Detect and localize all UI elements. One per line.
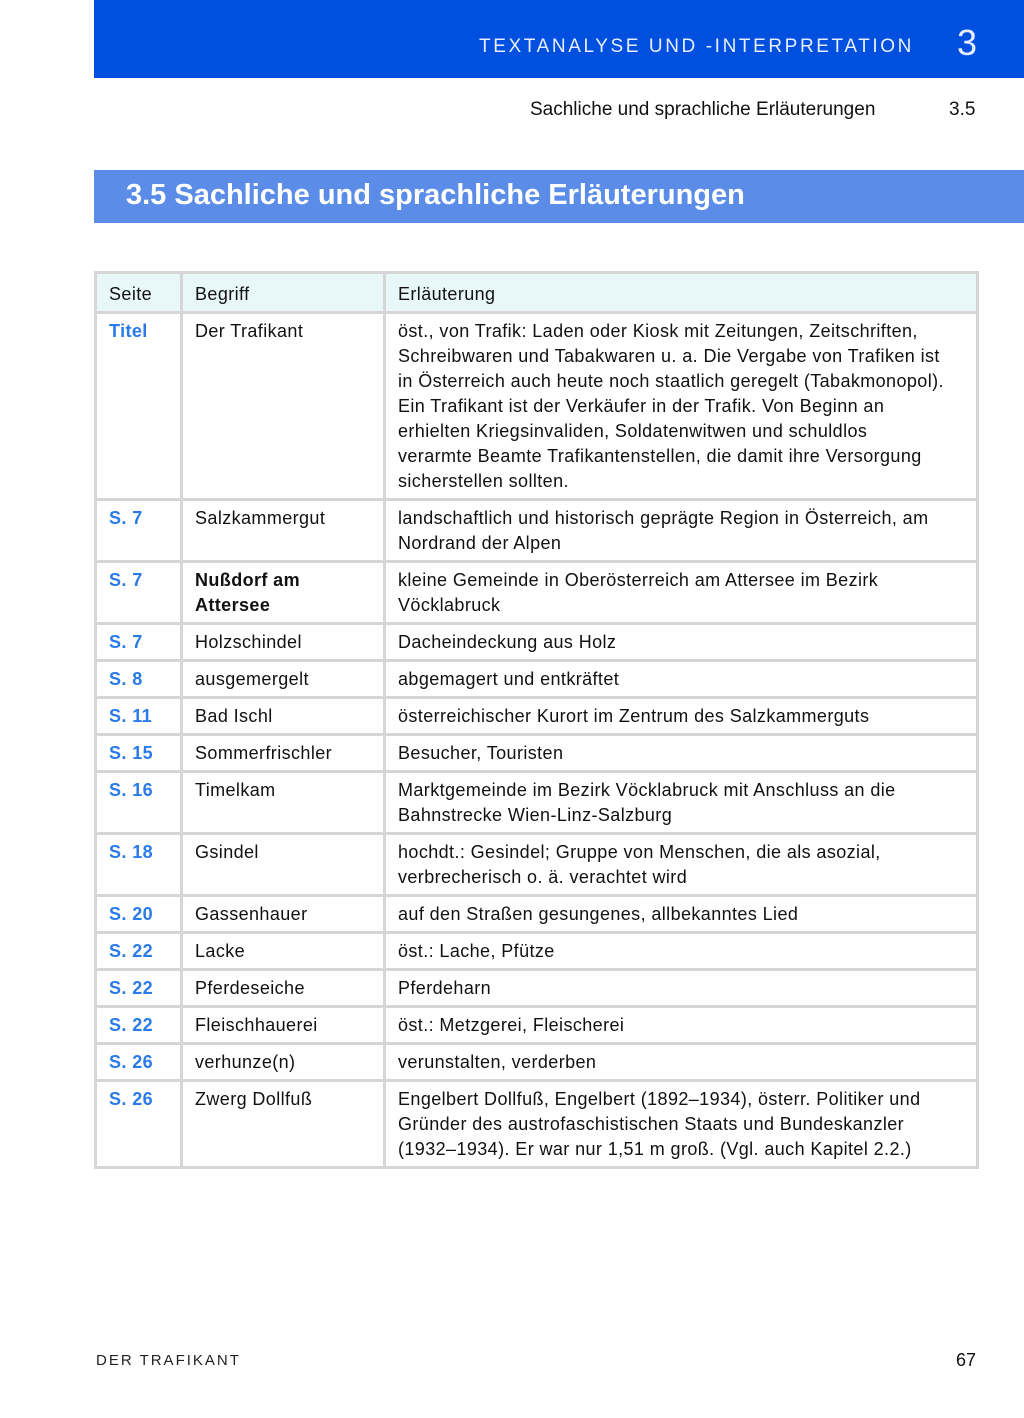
line: öst.: Metzgerei, Fleischerei xyxy=(398,1015,625,1035)
line: Marktgemeinde im Bezirk Vöcklabruck mit Anschluss an die xyxy=(398,780,896,800)
cell-erlaeuterung xyxy=(385,562,978,624)
line: Holzschindel xyxy=(195,632,302,652)
cell-begriff xyxy=(182,1007,385,1044)
line: sicherstellen sollten. xyxy=(398,471,569,491)
cell-seite[interactable]: S. 8 xyxy=(96,661,182,698)
cell-begriff xyxy=(182,1044,385,1081)
cell-begriff xyxy=(182,562,385,624)
line: Vöcklabruck xyxy=(398,595,501,615)
line: Timelkam xyxy=(195,780,276,800)
cell-seite[interactable]: S. 16 xyxy=(96,772,182,834)
line: kleine Gemeinde in Oberösterreich am Attersee im Bezirk xyxy=(398,570,879,590)
line: Salzkammergut xyxy=(195,508,326,528)
line: verunstalten, verderben xyxy=(398,1052,597,1072)
cell-seite[interactable]: S. 22 xyxy=(96,970,182,1007)
cell-seite[interactable]: S. 7 xyxy=(96,624,182,661)
section-title: 3.5 Sachliche und sprachliche Erläuterungen xyxy=(126,179,745,211)
page-number: 67 xyxy=(955,1350,976,1370)
cell-begriff xyxy=(182,735,385,772)
table-row xyxy=(96,970,978,1007)
line: abgemagert und entkräftet xyxy=(398,669,620,689)
line: Gsindel xyxy=(195,842,259,862)
table-row xyxy=(96,1081,978,1168)
line: Ein Trafikant ist der Verkäufer in der Trafik. Von Beginn an xyxy=(398,396,885,416)
cell-begriff xyxy=(182,970,385,1007)
line: (1932–1934). Er war nur 1,51 m groß. (Vgl. auch Kapitel 2.2.) xyxy=(398,1139,912,1159)
table-row xyxy=(96,896,978,933)
cell-erlaeuterung xyxy=(385,772,978,834)
cell-erlaeuterung xyxy=(385,661,978,698)
cell-erlaeuterung xyxy=(385,1044,978,1081)
line: Besucher, Touristen xyxy=(398,743,564,763)
line: erhielten Kriegsinvaliden, Soldatenwitwen und schuldlos xyxy=(398,421,868,441)
line: Nußdorf am xyxy=(195,570,300,590)
line: ausgemergelt xyxy=(195,669,309,689)
table-row xyxy=(96,772,978,834)
cell-seite[interactable]: S. 22 xyxy=(96,933,182,970)
cell-begriff xyxy=(182,896,385,933)
table-row xyxy=(96,313,978,500)
line: Bad Ischl xyxy=(195,706,273,726)
chapter-header-bar xyxy=(94,0,1024,78)
cell-erlaeuterung xyxy=(385,735,978,772)
line: Nordrand der Alpen xyxy=(398,533,562,553)
cell-erlaeuterung xyxy=(385,1007,978,1044)
cell-seite[interactable]: S. 26 xyxy=(96,1081,182,1168)
column-header-seite: Seite xyxy=(96,273,182,313)
table-row xyxy=(96,661,978,698)
cell-seite[interactable]: S. 7 xyxy=(96,500,182,562)
table-row xyxy=(96,1044,978,1081)
line: Gassenhauer xyxy=(195,904,308,924)
line: verarmte Beamte Trafikantenstellen, die damit ihre Versorgung xyxy=(398,446,922,466)
cell-begriff xyxy=(182,698,385,735)
cell-erlaeuterung xyxy=(385,896,978,933)
cell-erlaeuterung xyxy=(385,970,978,1007)
table-row xyxy=(96,624,978,661)
line: öst.: Lache, Pfütze xyxy=(398,941,555,961)
line: Gründer des austrofaschistischen Staats und Bundeskanzler xyxy=(398,1114,905,1134)
cell-seite[interactable]: S. 26 xyxy=(96,1044,182,1081)
line: Schreibwaren und Tabakwaren u. a. Die Vergabe von Trafiken ist xyxy=(398,346,940,366)
cell-begriff xyxy=(182,624,385,661)
table-row xyxy=(96,698,978,735)
line: in Österreich auch heute noch staatlich geregelt (Tabakmonopol). xyxy=(398,371,944,391)
line: auf den Straßen gesungenes, allbekanntes Lied xyxy=(398,904,799,924)
line: hochdt.: Gesindel; Gruppe von Menschen, die als asozial, xyxy=(398,842,881,862)
line: Attersee xyxy=(195,595,271,615)
table-row xyxy=(96,500,978,562)
line: Engelbert Dollfuß, Engelbert (1892–1934), österr. Politiker und xyxy=(398,1089,921,1109)
cell-seite[interactable]: S. 7 xyxy=(96,562,182,624)
column-header-begriff: Begriff xyxy=(182,273,385,313)
chapter-title: TEXTANALYSE UND -INTERPRETATION xyxy=(479,36,914,57)
cell-begriff xyxy=(182,500,385,562)
column-header-erlaeuterung: Erläuterung xyxy=(385,273,978,313)
cell-begriff xyxy=(182,661,385,698)
cell-erlaeuterung xyxy=(385,500,978,562)
cell-seite[interactable]: S. 15 xyxy=(96,735,182,772)
cell-erlaeuterung xyxy=(385,624,978,661)
cell-begriff xyxy=(182,772,385,834)
cell-erlaeuterung xyxy=(385,1081,978,1168)
line: Sommerfrischler xyxy=(195,743,333,763)
cell-erlaeuterung xyxy=(385,834,978,896)
cell-begriff xyxy=(182,313,385,500)
cell-erlaeuterung xyxy=(385,698,978,735)
line: österreichischer Kurort im Zentrum des Salzkammerguts xyxy=(398,706,870,726)
line: verbrecherisch o. ä. verachtet wird xyxy=(398,867,688,887)
line: Pferdeseiche xyxy=(195,978,305,998)
cell-seite[interactable]: S. 11 xyxy=(96,698,182,735)
cell-begriff xyxy=(182,933,385,970)
line: Der Trafikant xyxy=(195,321,304,341)
line: Dacheindeckung aus Holz xyxy=(398,632,617,652)
cell-seite[interactable]: S. 20 xyxy=(96,896,182,933)
cell-begriff xyxy=(182,1081,385,1168)
table-row xyxy=(96,735,978,772)
footer-book-title: DER TRAFIKANT xyxy=(96,1352,241,1369)
line: öst., von Trafik: Laden oder Kiosk mit Zeitungen, Zeitschriften, xyxy=(398,321,918,341)
cell-erlaeuterung xyxy=(385,933,978,970)
running-title: Sachliche und sprachliche Erläuterungen xyxy=(530,99,876,120)
table-header-row xyxy=(96,273,978,313)
cell-seite[interactable]: S. 22 xyxy=(96,1007,182,1044)
line: landschaftlich und historisch geprägte Region in Österreich, am xyxy=(398,508,929,528)
line: Lacke xyxy=(195,941,246,961)
line: verhunze(n) xyxy=(195,1052,296,1072)
table-row xyxy=(96,933,978,970)
line: Pferdeharn xyxy=(398,978,492,998)
running-number: 3.5 xyxy=(949,99,976,120)
cell-erlaeuterung xyxy=(385,313,978,500)
line: Bahnstrecke Wien-Linz-Salzburg xyxy=(398,805,673,825)
glossary-table xyxy=(94,271,979,1169)
cell-begriff xyxy=(182,834,385,896)
section-title-bar xyxy=(94,170,1024,223)
chapter-number: 3 xyxy=(956,22,977,63)
table-row xyxy=(96,562,978,624)
line: Zwerg Dollfuß xyxy=(195,1089,313,1109)
cell-seite[interactable]: Titel xyxy=(96,313,182,500)
cell-seite[interactable]: S. 18 xyxy=(96,834,182,896)
table-row xyxy=(96,1007,978,1044)
table-row xyxy=(96,834,978,896)
line: Fleischhauerei xyxy=(195,1015,318,1035)
